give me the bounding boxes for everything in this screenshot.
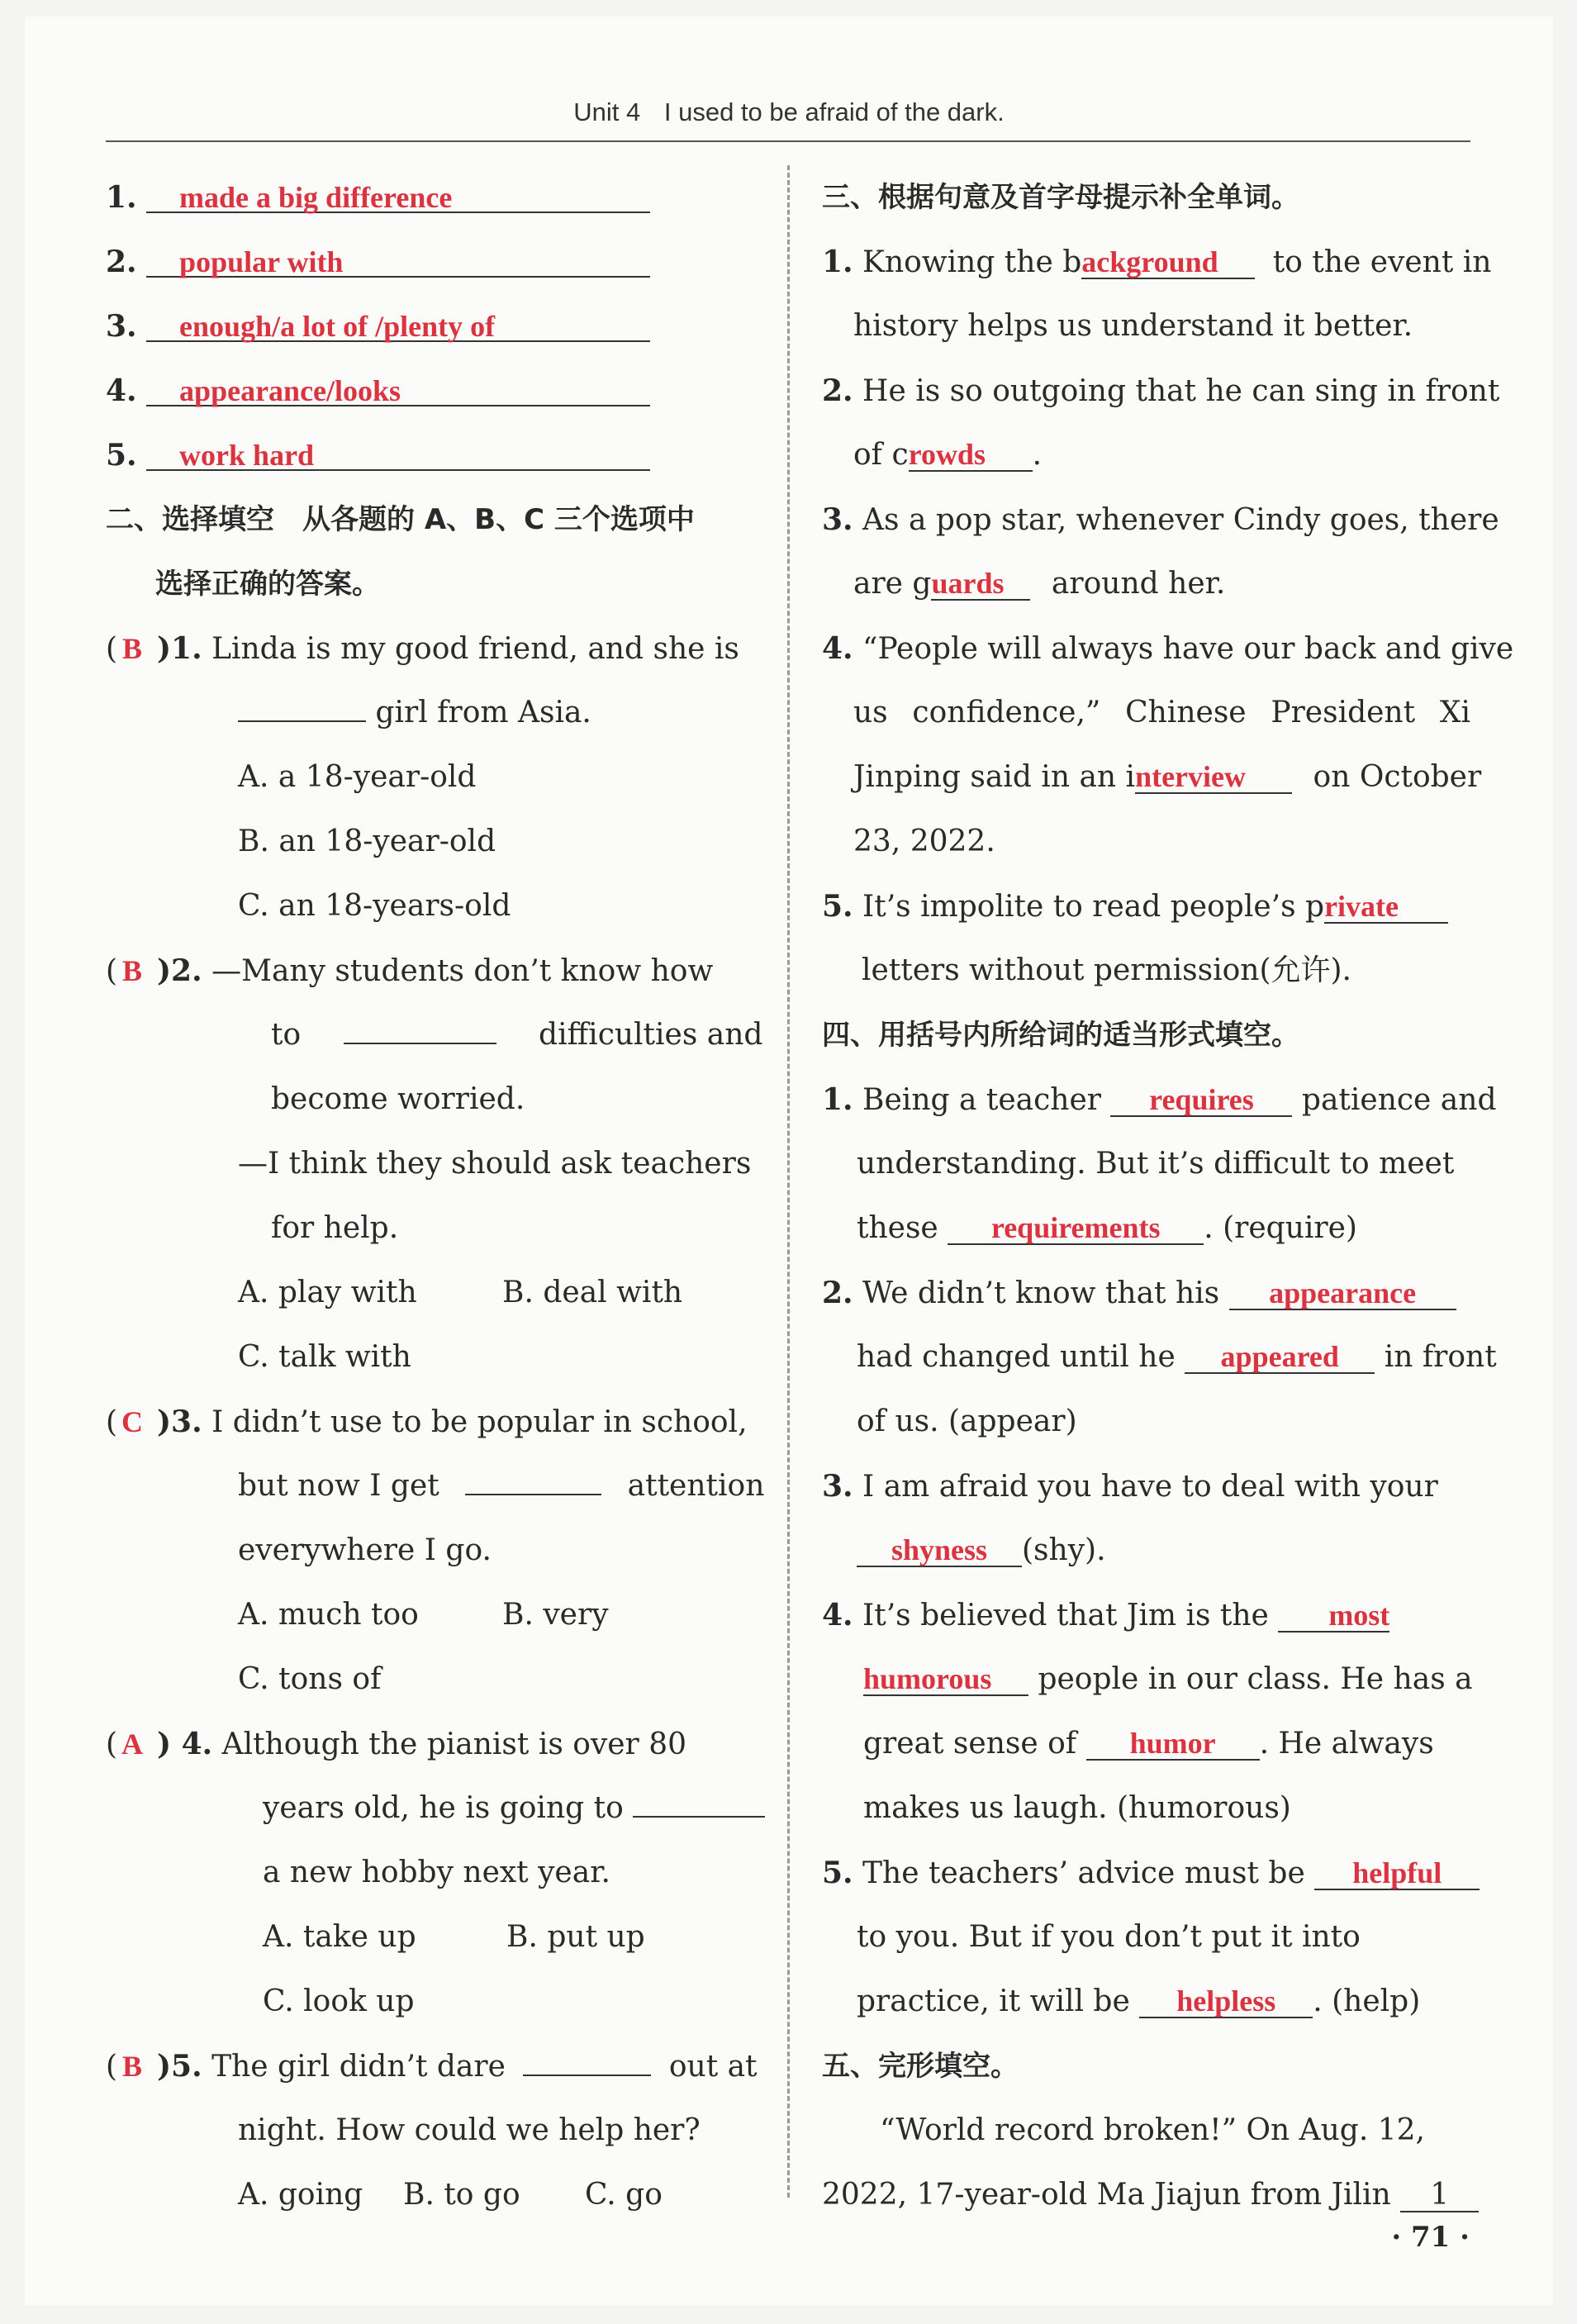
s2-q4-option-a: A. take up <box>263 1920 416 1954</box>
s3-q4-line2: us confidence,” Chinese President Xi <box>853 696 1470 730</box>
answer-blank <box>633 1778 765 1818</box>
page-header <box>107 97 1470 127</box>
s2-q3-option-b: B. very <box>502 1598 609 1632</box>
answer-blank: helpful <box>1314 1851 1480 1890</box>
s2-q5-options <box>106 2163 758 2227</box>
cloze-blank-1: 1 <box>1400 2173 1479 2212</box>
s2-q4-options-ab <box>106 1905 758 1970</box>
answer-paren: ( B <box>106 2050 143 2084</box>
answer-paren: ( A <box>106 1728 144 1761</box>
s1-item-1: 1. made a big difference <box>106 165 758 230</box>
answer-blank: requires <box>1110 1077 1292 1117</box>
s4-q2: 2. We didn’t know that his appearance <box>822 1261 1470 1325</box>
s4-q3: 3. I am afraid you have to deal with your <box>822 1469 1438 1504</box>
s2-q4-line2: years old, he is going to <box>106 1776 758 1841</box>
s1-answer-blank: work hard <box>146 433 650 471</box>
s2-q4: ( A ) 4. Although the pianist is over 80 <box>106 1712 758 1776</box>
answer-blank <box>344 1005 496 1044</box>
answer-blank <box>523 2036 651 2076</box>
answer-blank: humor <box>1086 1721 1260 1761</box>
right-column <box>822 165 1514 2227</box>
s2-q5-option-a: A. going <box>238 2178 363 2212</box>
s3-q5: 5. It’s impolite to read people’s private <box>822 874 1470 939</box>
s2-q2-option-a: A. play with <box>238 1276 417 1309</box>
s2-q2-option-c: C. talk with <box>238 1340 411 1374</box>
header-rule <box>106 140 1470 142</box>
s3-q4: 4. “People will always have our back and give <box>822 631 1514 666</box>
s1-item-2: 2. popular with <box>106 230 758 294</box>
s2-q3-line2: but now I get attention <box>106 1454 758 1518</box>
s1-item-3: 3. enough/a lot of /plenty of <box>106 294 758 359</box>
section4-heading: 四、用括号内所给词的适当形式填空。 <box>822 1019 1299 1052</box>
unit-title: I used to be afraid of the dark. <box>663 97 1005 126</box>
s2-q5-option-c: C. go <box>585 2178 663 2212</box>
answer-blank: appeared <box>1185 1334 1375 1374</box>
answer-blank: humorous <box>863 1656 1028 1696</box>
s1-answer-blank: made a big difference <box>146 175 650 213</box>
column-divider <box>787 165 790 2198</box>
s2-q5: ( B )5. The girl didn’t dare out at <box>106 2034 758 2098</box>
s1-answer-blank: enough/a lot of /plenty of <box>146 304 650 342</box>
s4-q5-line3: practice, it will be helpless . (help) <box>822 1970 1470 2034</box>
answer-blank: shyness <box>857 1528 1022 1567</box>
s1-item-4: 4. appearance/looks <box>106 359 758 423</box>
s2-q2-options-ab <box>106 1261 758 1325</box>
s3-q4-line4: 23, 2022. <box>853 825 995 858</box>
s2-q2: ( B )2. —Many students don’t know how <box>106 939 758 1003</box>
s4-q4-line2: humorous people in our class. He has a <box>822 1647 1470 1712</box>
answer-blank <box>238 682 366 722</box>
section5-heading: 五、完形填空。 <box>822 2050 1019 2083</box>
s4-q5-line2: to you. But if you don’t put it into <box>857 1920 1361 1954</box>
section2-heading: 二、选择填空 从各题的 A、B、C 三个选项中 <box>106 503 695 536</box>
answer-blank: uards <box>931 561 1030 601</box>
s3-q1-line2: history helps us understand it better. <box>853 309 1413 343</box>
s1-item-5: 5. work hard <box>106 423 758 487</box>
answer-blank: most <box>1278 1593 1389 1633</box>
s2-q1: ( B )1. Linda is my good friend, and she is <box>106 616 758 681</box>
s2-q2-option-b: B. deal with <box>502 1276 683 1309</box>
s4-q1: 1. Being a teacher requires patience and <box>822 1067 1470 1132</box>
s4-q1-line3: these requirements . (require) <box>822 1196 1470 1261</box>
answer-blank: requirements <box>948 1205 1204 1245</box>
s4-q4: 4. It’s believed that Jim is the most <box>822 1583 1470 1647</box>
answer-paren: ( B <box>106 954 143 988</box>
s2-q3: ( C )3. I didn’t use to be popular in school, <box>106 1390 758 1454</box>
s4-q1-line2: understanding. But it’s difficult to meet <box>857 1147 1455 1181</box>
s2-q4-option-b: B. put up <box>506 1920 645 1954</box>
s3-q5-line2: letters without permission(允许). <box>862 953 1351 987</box>
s1-answer-blank: popular with <box>146 240 650 278</box>
answer-blank: helpless <box>1139 1979 1313 2018</box>
s2-q4-line3: a new hobby next year. <box>263 1856 610 1889</box>
s3-q3-line2: are guards around her. <box>822 552 1470 616</box>
answer-blank: appearance <box>1229 1271 1456 1310</box>
s2-q5-line2: night. How could we help her? <box>238 2113 701 2147</box>
section2-heading-2: 选择正确的答案。 <box>155 568 380 601</box>
s1-answer-blank: appearance/looks <box>146 368 650 406</box>
s3-q4-line3: Jinping said in an interview on October <box>822 745 1470 810</box>
s2-q5-option-b: B. to go <box>403 2178 520 2212</box>
s5-line2: 2022, 17-year-old Ma Jiajun from Jilin 1 <box>822 2163 1470 2227</box>
answer-paren: ( C <box>106 1405 144 1439</box>
s5-line1: “World record broken!” On Aug. 12, <box>880 2113 1425 2147</box>
s2-q2-line4: —I think they should ask teachers <box>238 1147 752 1181</box>
s2-q3-option-c: C. tons of <box>238 1662 382 1696</box>
s2-q1-option-a: A. a 18-year-old <box>238 760 477 794</box>
s3-q1: 1. Knowing the background to the event in <box>822 230 1470 294</box>
answer-blank: nterview <box>1135 754 1292 794</box>
s2-q3-options-ab <box>106 1583 758 1647</box>
s2-q2-line5: for help. <box>271 1211 399 1245</box>
s2-q1-line2: girl from Asia. <box>106 681 758 745</box>
unit-label: Unit 4 <box>573 97 641 126</box>
s4-q2-line3: of us. (appear) <box>857 1404 1077 1438</box>
s2-q1-option-c: C. an 18-years-old <box>238 889 511 923</box>
s3-q3: 3. As a pop star, whenever Cindy goes, there <box>822 502 1499 537</box>
s2-q3-option-a: A. much too <box>238 1598 419 1632</box>
s3-q2-line2: of crowds . <box>822 423 1470 487</box>
s4-q2-line2: had changed until he appeared in front <box>822 1325 1470 1390</box>
answer-blank: rowds <box>909 432 1033 472</box>
s4-q5: 5. The teachers’ advice must be helpful <box>822 1841 1470 1905</box>
s4-q4-line4: makes us laugh. (humorous) <box>863 1791 1291 1825</box>
s2-q2-line2: to difficulties and <box>106 1003 758 1067</box>
answer-paren: ( B <box>106 632 143 666</box>
answer-blank: rivate <box>1324 884 1448 924</box>
s2-q4-option-c: C. look up <box>263 1984 415 2018</box>
s2-q1-option-b: B. an 18-year-old <box>238 825 496 858</box>
s4-q4-line3: great sense of humor . He always <box>822 1712 1470 1776</box>
left-column <box>106 165 765 2227</box>
section1 <box>106 165 758 487</box>
section3-heading: 三、根据句意及首字母提示补全单词。 <box>822 181 1299 214</box>
answer-blank: ackground <box>1081 240 1255 279</box>
s3-q2: 2. He is so outgoing that he can sing in front <box>822 373 1500 408</box>
s2-q2-line3: become worried. <box>271 1082 525 1116</box>
s4-q3-line2: shyness (shy). <box>822 1518 1470 1583</box>
page-number: · 71 · <box>1391 2221 1470 2254</box>
s2-q3-line3: everywhere I go. <box>238 1533 492 1567</box>
answer-blank <box>465 1456 601 1495</box>
